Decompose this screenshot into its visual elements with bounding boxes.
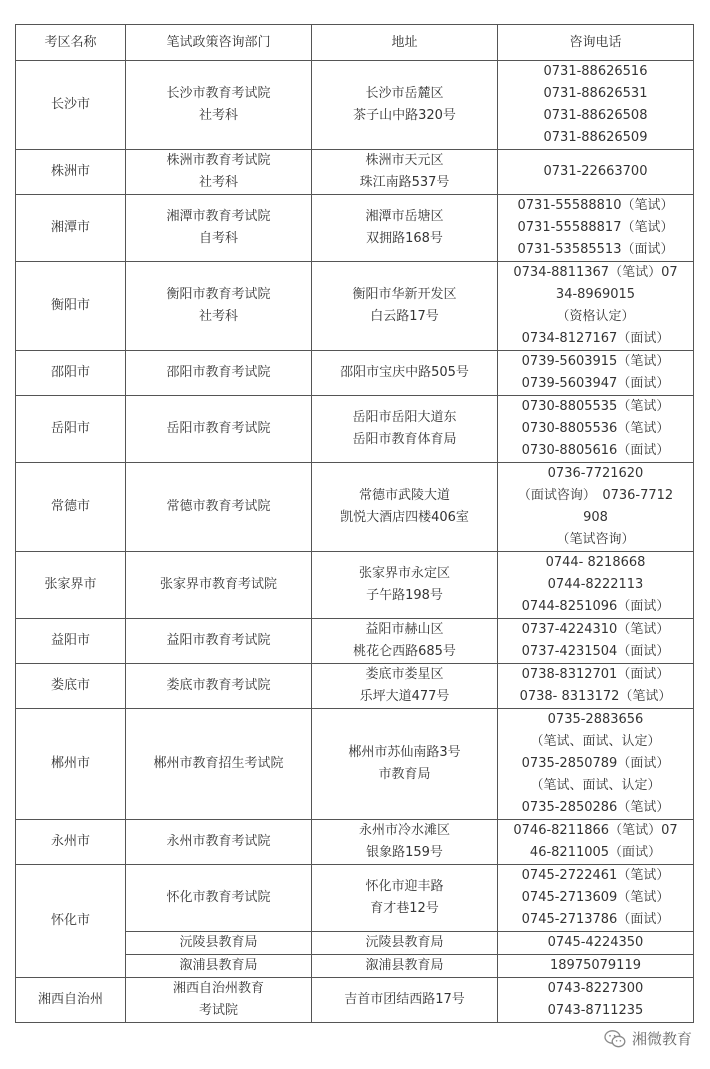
cell-phone: 0731-88626516 0731-88626531 0731-88626508 0731-88626509: [498, 61, 694, 150]
table-row: [16, 709, 694, 820]
cell-address: 溆浦县教育局: [312, 955, 498, 978]
cell-address: 张家界市永定区 子午路198号: [312, 552, 498, 619]
cell-department: 湘西自治州教育 考试院: [126, 978, 312, 1023]
wechat-icon: [604, 1029, 626, 1049]
cell-address: 邵阳市宝庆中路505号: [312, 351, 498, 396]
cell-department: 张家界市教育考试院: [126, 552, 312, 619]
cell-phone: 0735-2883656 （笔试、面试、认定） 0735-2850789（面试） （笔试、面试、认定） 0735-2850286（笔试）: [498, 709, 694, 820]
cell-department: 溆浦县教育局: [126, 955, 312, 978]
header-phone: 咨询电话: [498, 25, 694, 61]
cell-address: 湘潭市岳塘区 双拥路168号: [312, 195, 498, 262]
cell-address: 益阳市赫山区 桃花仑西路685号: [312, 619, 498, 664]
table-row: [16, 61, 694, 150]
table-row: [16, 463, 694, 552]
header-region: 考区名称: [16, 25, 126, 61]
table-row: [16, 865, 694, 932]
cell-department: 永州市教育考试院: [126, 820, 312, 865]
watermark: [604, 1028, 692, 1049]
cell-phone: 18975079119: [498, 955, 694, 978]
cell-address: 怀化市迎丰路 育才巷12号: [312, 865, 498, 932]
cell-region: 郴州市: [16, 709, 126, 820]
watermark-text: 湘微教育: [631, 1030, 692, 1048]
table-row: [16, 262, 694, 351]
cell-phone: 0739-5603915（笔试） 0739-5603947（面试）: [498, 351, 694, 396]
cell-region: 怀化市: [16, 865, 126, 978]
cell-address: 娄底市娄星区 乐坪大道477号: [312, 664, 498, 709]
cell-region: 湘西自治州: [16, 978, 126, 1023]
cell-department: 郴州市教育招生考试院: [126, 709, 312, 820]
cell-phone: 0746-8211866（笔试）07 46-8211005（面试）: [498, 820, 694, 865]
cell-department: 常德市教育考试院: [126, 463, 312, 552]
cell-phone: 0743-8227300 0743-8711235: [498, 978, 694, 1023]
table-row: [16, 150, 694, 195]
cell-address: 永州市冷水滩区 银象路159号: [312, 820, 498, 865]
cell-address: 长沙市岳麓区 茶子山中路320号: [312, 61, 498, 150]
cell-region: 岳阳市: [16, 396, 126, 463]
cell-department: 益阳市教育考试院: [126, 619, 312, 664]
cell-department: 沅陵县教育局: [126, 932, 312, 955]
cell-phone: 0731-55588810（笔试） 0731-55588817（笔试） 0731-53585513（面试）: [498, 195, 694, 262]
cell-department: 怀化市教育考试院: [126, 865, 312, 932]
table-row: [16, 351, 694, 396]
cell-region: 株洲市: [16, 150, 126, 195]
table-row: [16, 396, 694, 463]
header-department: 笔试政策咨询部门: [126, 25, 312, 61]
header-address: 地址: [312, 25, 498, 61]
cell-department: 长沙市教育考试院 社考科: [126, 61, 312, 150]
cell-department: 邵阳市教育考试院: [126, 351, 312, 396]
cell-phone: 0731-22663700: [498, 150, 694, 195]
cell-phone: 0737-4224310（笔试） 0737-4231504（面试）: [498, 619, 694, 664]
cell-phone: 0738-8312701（面试） 0738- 8313172（笔试）: [498, 664, 694, 709]
exam-contact-table: [15, 24, 694, 1023]
table-row: [16, 664, 694, 709]
cell-region: 常德市: [16, 463, 126, 552]
table-header-row: [16, 25, 694, 61]
cell-region: 永州市: [16, 820, 126, 865]
cell-region: 邵阳市: [16, 351, 126, 396]
cell-address: 岳阳市岳阳大道东 岳阳市教育体育局: [312, 396, 498, 463]
cell-address: 常德市武陵大道 凯悦大酒店四楼406室: [312, 463, 498, 552]
cell-department: 湘潭市教育考试院 自考科: [126, 195, 312, 262]
cell-region: 娄底市: [16, 664, 126, 709]
cell-phone: 0744- 8218668 0744-8222113 0744-8251096（面试）: [498, 552, 694, 619]
cell-address: 吉首市团结西路17号: [312, 978, 498, 1023]
cell-region: 衡阳市: [16, 262, 126, 351]
cell-region: 湘潭市: [16, 195, 126, 262]
cell-department: 衡阳市教育考试院 社考科: [126, 262, 312, 351]
cell-phone: 0734-8811367（笔试）07 34-8969015 （资格认定） 0734-8127167（面试）: [498, 262, 694, 351]
cell-address: 株洲市天元区 珠江南路537号: [312, 150, 498, 195]
cell-region: 益阳市: [16, 619, 126, 664]
cell-phone: 0745-2722461（笔试） 0745-2713609（笔试） 0745-2713786（面试）: [498, 865, 694, 932]
cell-region: 长沙市: [16, 61, 126, 150]
table-row: [16, 552, 694, 619]
table-row: [16, 195, 694, 262]
cell-department: 岳阳市教育考试院: [126, 396, 312, 463]
table-row: [16, 619, 694, 664]
table-row: [16, 820, 694, 865]
cell-department: 株洲市教育考试院 社考科: [126, 150, 312, 195]
cell-address: 沅陵县教育局: [312, 932, 498, 955]
cell-department: 娄底市教育考试院: [126, 664, 312, 709]
table-row: [16, 978, 694, 1023]
cell-address: 郴州市苏仙南路3号 市教育局: [312, 709, 498, 820]
cell-region: 张家界市: [16, 552, 126, 619]
cell-phone: 0745-4224350: [498, 932, 694, 955]
cell-phone: 0730-8805535（笔试） 0730-8805536（笔试） 0730-8805616（面试）: [498, 396, 694, 463]
cell-phone: 0736-7721620 （面试咨询） 0736-7712 908 （笔试咨询）: [498, 463, 694, 552]
cell-address: 衡阳市华新开发区 白云路17号: [312, 262, 498, 351]
